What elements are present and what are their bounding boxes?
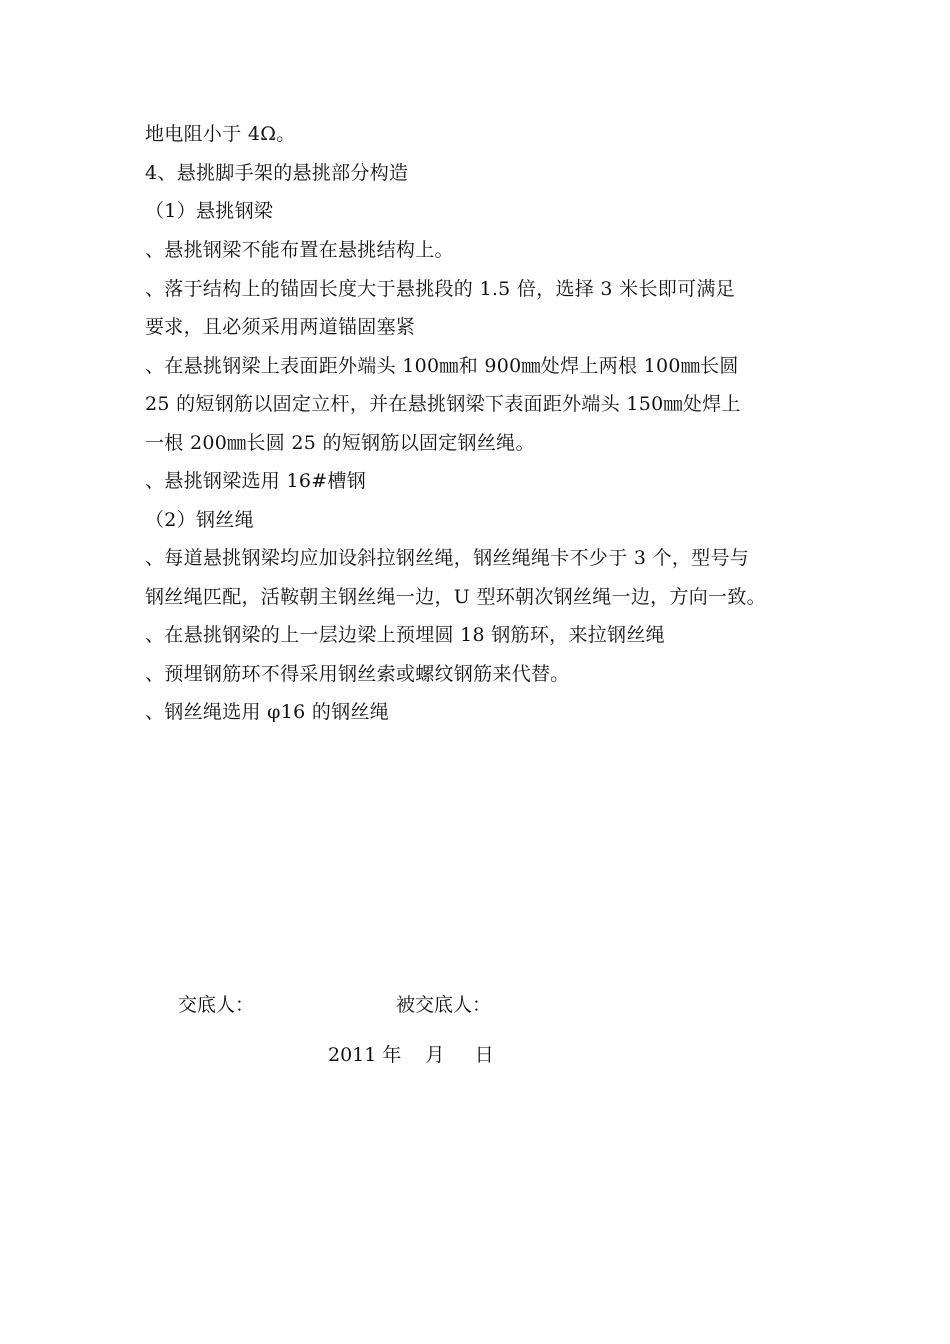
text-line-10: 、悬挑钢梁选用 16#槽钢 (145, 470, 367, 492)
section-heading-4: 4、悬挑脚手架的悬挑部分构造 (145, 162, 409, 184)
text-line-9: 一根 200㎜长圆 25 的短钢筋以固定钢丝绳。 (145, 432, 535, 454)
subsection-heading-1: （1）悬挑钢梁 (145, 200, 274, 222)
text-line-12: 、每道悬挑钢梁均应加设斜拉钢丝绳，钢丝绳绳卡不少于 3 个，型号与 (145, 547, 750, 569)
text-line-1: 地电阻小于 4Ω。 (145, 123, 296, 145)
text-line-5: 、落于结构上的锚固长度大于悬挑段的 1.5 倍，选择 3 米长即可满足 (145, 278, 735, 300)
text-line-14: 、在悬挑钢梁的上一层边梁上预埋圆 18 钢筋环，来拉钢丝绳 (145, 624, 665, 646)
text-line-13: 钢丝绳匹配，活鞍朝主钢丝绳一边，U 型环朝次钢丝绳一边，方向一致。 (145, 586, 766, 608)
subsection-heading-2: （2）钢丝绳 (145, 509, 254, 531)
receiver-label: 被交底人： (396, 994, 492, 1016)
date-line: 2011 年 月 日 (328, 1044, 494, 1066)
handover-label: 交底人： (178, 994, 255, 1016)
text-line-8: 25 的短钢筋以固定立杆，并在悬挑钢梁下表面距外端头 150㎜处焊上 (145, 393, 741, 415)
text-line-4: 、悬挑钢梁不能布置在悬挑结构上。 (145, 239, 454, 261)
text-line-6: 要求，且必须采用两道锚固塞紧 (145, 316, 416, 338)
text-line-15: 、预埋钢筋环不得采用钢丝索或螺纹钢筋来代替。 (145, 663, 570, 685)
text-line-16: 、钢丝绳选用 φ16 的钢丝绳 (145, 701, 390, 723)
text-line-7: 、在悬挑钢梁上表面距外端头 100㎜和 900㎜处焊上两根 100㎜长圆 (145, 355, 739, 377)
